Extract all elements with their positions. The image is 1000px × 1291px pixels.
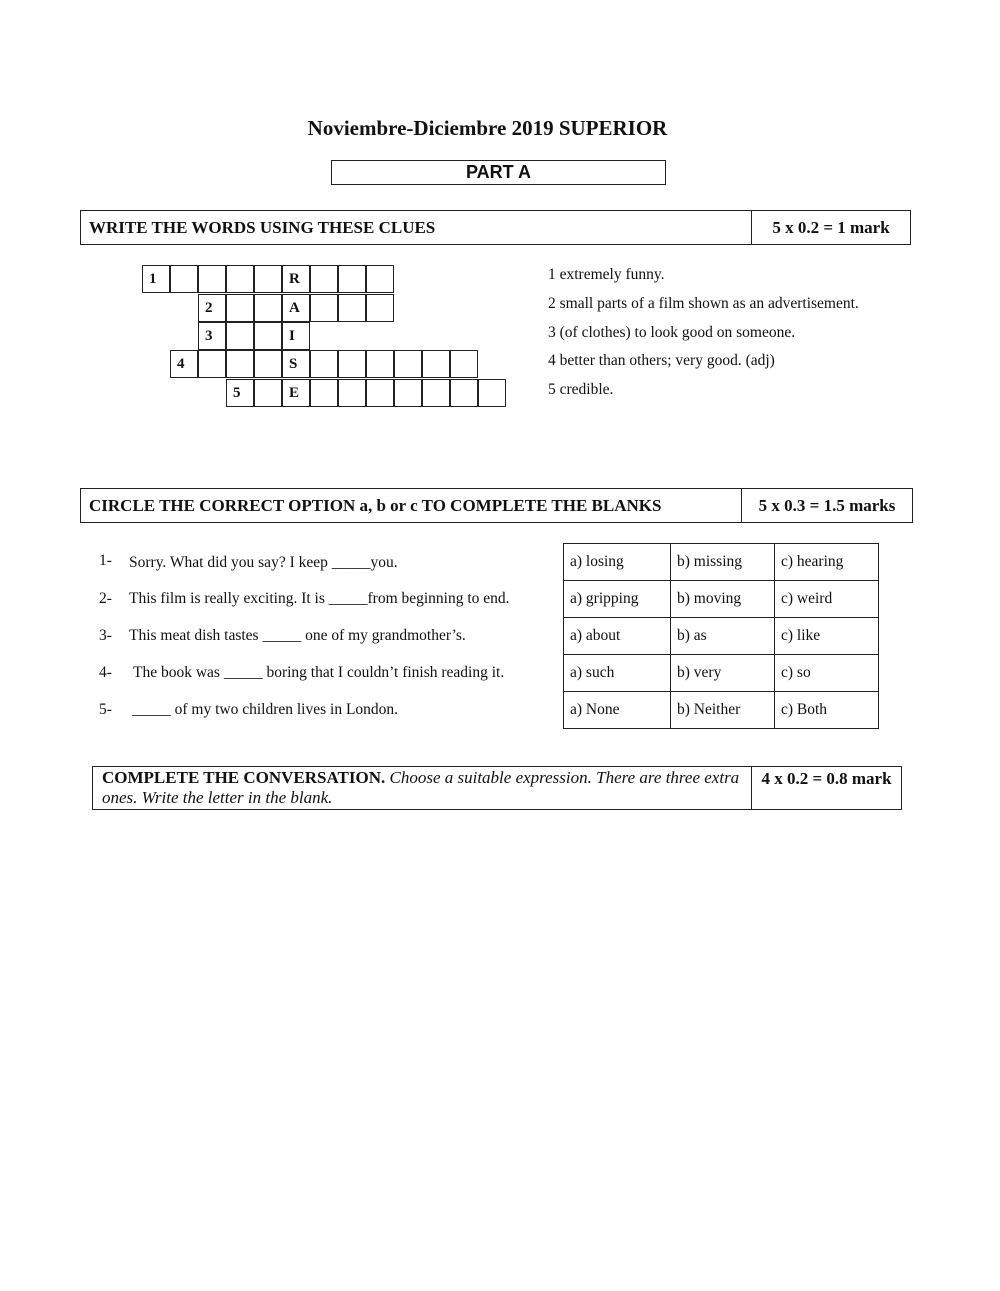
crossword-cell[interactable] [366, 265, 394, 293]
crossword-cell[interactable] [254, 350, 282, 378]
crossword-marks: 5 x 0.2 = 1 mark [751, 211, 910, 244]
crossword-keyword-cell[interactable]: R [282, 265, 310, 293]
question-number: 4- [99, 664, 112, 681]
table-row [564, 655, 879, 692]
crossword-cell[interactable] [366, 294, 394, 322]
crossword-cell[interactable] [310, 379, 338, 407]
crossword-cell[interactable] [226, 350, 254, 378]
conversation-instruction-bold: COMPLETE THE CONVERSATION. [102, 768, 386, 787]
crossword-cell[interactable] [254, 379, 282, 407]
question-text: _____ of my two children lives in London. [132, 701, 399, 718]
crossword-cell[interactable] [198, 265, 226, 293]
option-c[interactable]: c) so [775, 655, 879, 692]
option-c[interactable]: c) hearing [775, 544, 879, 581]
crossword-number-cell[interactable]: 5 [226, 379, 254, 407]
crossword-cell[interactable] [394, 379, 422, 407]
clue-2: 2 small parts of a film shown as an advertisement. [548, 295, 859, 312]
option-b[interactable]: b) Neither [671, 692, 775, 729]
crossword-cell[interactable] [366, 379, 394, 407]
clue-4: 4 better than others; very good. (adj) [548, 352, 775, 369]
crossword-cell[interactable] [422, 350, 450, 378]
crossword-number-cell[interactable]: 2 [198, 294, 226, 322]
option-a[interactable]: a) losing [564, 544, 671, 581]
question-text: Sorry. What did you say? I keep _____you. [129, 554, 398, 571]
crossword-cell[interactable] [254, 294, 282, 322]
question-text: The book was _____ boring that I couldn’t finish reading it. [133, 664, 505, 681]
clue-5: 5 credible. [548, 381, 614, 398]
option-c[interactable]: c) Both [775, 692, 879, 729]
crossword-number-cell[interactable]: 3 [198, 322, 226, 350]
options-header [80, 488, 913, 523]
crossword-header [80, 210, 911, 245]
page-title: Noviembre-Diciembre 2019 SUPERIOR [307, 116, 668, 140]
conversation-marks: 4 x 0.2 = 0.8 mark [751, 767, 901, 809]
crossword-cell[interactable] [366, 350, 394, 378]
options-table [563, 543, 879, 729]
crossword-number-cell[interactable]: 1 [142, 265, 170, 293]
option-a[interactable]: a) about [564, 618, 671, 655]
option-b[interactable]: b) as [671, 618, 775, 655]
question-number: 3- [99, 627, 112, 644]
crossword-cell[interactable] [226, 294, 254, 322]
option-c[interactable]: c) like [775, 618, 879, 655]
part-label: PART A [331, 160, 666, 185]
crossword-cell[interactable] [338, 265, 366, 293]
conversation-header [92, 766, 902, 810]
crossword-cell[interactable] [310, 350, 338, 378]
crossword-cell[interactable] [310, 265, 338, 293]
crossword-cell[interactable] [338, 294, 366, 322]
conversation-instruction-italic: Choose a suitable expression. There are three extra ones. Write the letter in the blank. [102, 768, 740, 807]
clue-1: 1 extremely funny. [548, 266, 665, 283]
question-text: This film is really exciting. It is _____from beginning to end. [129, 590, 510, 607]
question-number: 1- [99, 552, 112, 569]
crossword-keyword-cell[interactable]: I [282, 322, 310, 350]
options-marks: 5 x 0.3 = 1.5 marks [741, 489, 912, 522]
question-number: 5- [99, 701, 112, 718]
crossword-keyword-cell[interactable]: S [282, 350, 310, 378]
option-b[interactable]: b) moving [671, 581, 775, 618]
crossword-cell[interactable] [450, 379, 478, 407]
crossword-cell[interactable] [338, 379, 366, 407]
option-a[interactable]: a) None [564, 692, 671, 729]
option-b[interactable]: b) very [671, 655, 775, 692]
question-text: This meat dish tastes _____ one of my grandmother’s. [129, 627, 466, 644]
table-row [564, 581, 879, 618]
crossword-cell[interactable] [198, 350, 226, 378]
crossword-number-cell[interactable]: 4 [170, 350, 198, 378]
crossword-cell[interactable] [478, 379, 506, 407]
crossword-keyword-cell[interactable]: E [282, 379, 310, 407]
crossword-cell[interactable] [310, 294, 338, 322]
table-row [564, 692, 879, 729]
crossword-keyword-cell[interactable]: A [282, 294, 310, 322]
crossword-cell[interactable] [226, 322, 254, 350]
option-a[interactable]: a) gripping [564, 581, 671, 618]
crossword-cell[interactable] [394, 350, 422, 378]
crossword-cell[interactable] [338, 350, 366, 378]
question-number: 2- [99, 590, 112, 607]
option-a[interactable]: a) such [564, 655, 671, 692]
option-b[interactable]: b) missing [671, 544, 775, 581]
crossword-cell[interactable] [254, 322, 282, 350]
table-row [564, 618, 879, 655]
options-instruction: CIRCLE THE CORRECT OPTION a, b or c TO COMPLETE THE BLANKS [89, 495, 662, 515]
crossword-cell[interactable] [226, 265, 254, 293]
clue-3: 3 (of clothes) to look good on someone. [548, 324, 796, 341]
crossword-cell[interactable] [422, 379, 450, 407]
conversation-instruction [93, 767, 751, 809]
option-c[interactable]: c) weird [775, 581, 879, 618]
table-row [564, 544, 879, 581]
crossword-instruction: WRITE THE WORDS USING THESE CLUES [89, 217, 436, 237]
crossword-cell[interactable] [450, 350, 478, 378]
crossword-cell[interactable] [254, 265, 282, 293]
crossword-cell[interactable] [170, 265, 198, 293]
